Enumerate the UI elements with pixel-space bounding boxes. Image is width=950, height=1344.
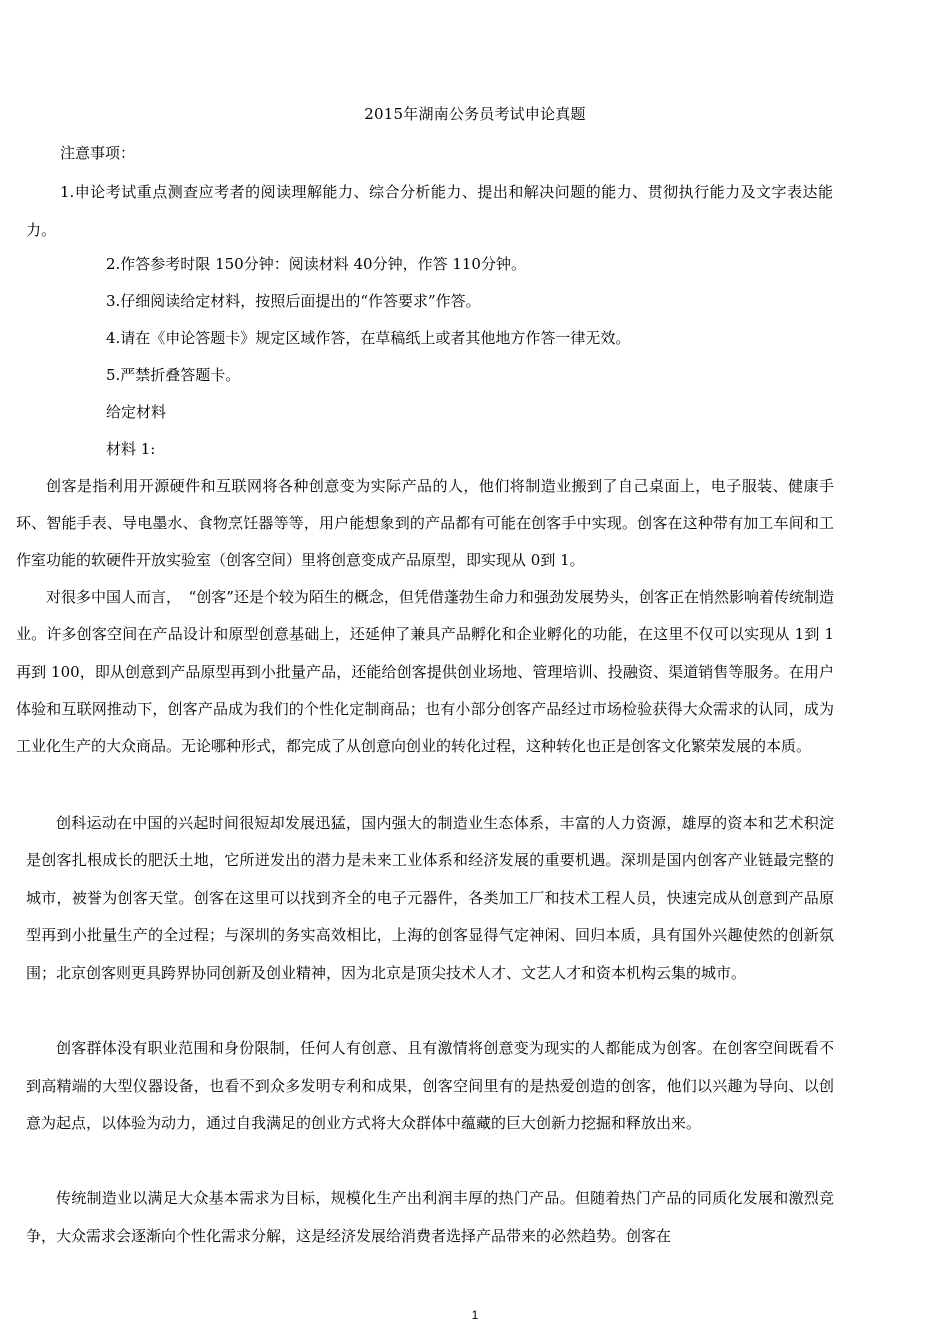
page-number: 1 [471, 1308, 479, 1322]
notice-item-4: 4.请在《申论答题卡》规定区域作答，在草稿纸上或者其他地方作答一律无效。 [106, 329, 631, 347]
document-title: 2015年湖南公务员考试申论真题 [364, 105, 586, 123]
notice-item-1: 1.申论考试重点测查应考者的阅读理解能力、综合分析能力、提出和解决问题的能力、贯彻执行能力及文字表达能力。 [26, 183, 833, 239]
material-1-label: 材料 1: [106, 440, 156, 458]
material-paragraph-2: 对很多中国人而言， “创客”还是个较为陌生的概念，但凭借蓬勃生命力和强劲发展势头，创客正在悄然影响着传统制造业。许多创客空间在产品设计和原型创意基础上，还延伸了兼具产品孵化和企业孵化的功能，在这里不仅可以实现从 1到 1再到 100，即从创意到产品原型再到小批量产品，还能给创客提供创业场地、管理培训、投融资、渠道销售等服务。在用户体验和互联网推动下，创客产品成为我们的个性化定制商品；也有小部分创客产品经过市场检验获得大众需求的认同，成为工业化生产的大众商品。无论哪种形式，都完成了从创意向创业的转化过程，这种转化也正是创客文化繁荣发展的本质。 [16, 588, 834, 756]
material-paragraph-5: 传统制造业以满足大众基本需求为目标，规模化生产出利润丰厚的热门产品。但随着热门产品的同质化发展和激烈竞争，大众需求会逐渐向个性化需求分解，这是经济发展给消费者选择产品带来的必然趋势。创客在 [26, 1189, 834, 1245]
notice-item-5: 5.严禁折叠答题卡。 [106, 366, 241, 384]
material-paragraph-1: 创客是指利用开源硬件和互联网将各种创意变为实际产品的人，他们将制造业搬到了自己桌面上，电子服装、健康手环、智能手表、导电墨水、食物烹饪器等等，用户能想象到的产品都有可能在创客手中实现。创客在这种带有加工车间和工作室功能的软硬件开放实验室（创客空间）里将创意变成产品原型，即实现从 0到 1。 [16, 477, 834, 569]
notice-item-2: 2.作答参考时限 150分钟：阅读材料 40分钟，作答 110分钟。 [106, 255, 526, 273]
notice-heading: 注意事项： [60, 144, 136, 162]
material-paragraph-4: 创客群体没有职业范围和身份限制，任何人有创意、且有激情将创意变为现实的人都能成为创客。在创客空间既看不到高精端的大型仪器设备，也看不到众多发明专利和成果，创客空间里有的是热爱创造的创客，他们以兴趣为导向、以创意为起点，以体验为动力，通过自我满足的创业方式将大众群体中蕴藏的巨大创新力挖掘和释放出来。 [26, 1039, 834, 1132]
notice-item-3: 3.仔细阅读给定材料，按照后面提出的“作答要求”作答。 [106, 292, 481, 310]
material-paragraph-3: 创科运动在中国的兴起时间很短却发展迅猛，国内强大的制造业生态体系，丰富的人力资源，雄厚的资本和艺术积淀是创客扎根成长的肥沃土地，它所迸发出的潜力是未来工业体系和经济发展的重要机遇。深圳是国内创客产业链最完整的城市，被誉为创客天堂。创客在这里可以找到齐全的电子元器件，各类加工厂和技术工程人员，快速完成从创意到产品原型再到小批量生产的全过程；与深圳的务实高效相比，上海的创客显得气定神闲、回归本质，具有国外兴趣使然的创新氛围；北京创客则更具跨界协同创新及创业精神，因为北京是顶尖技术人才、文艺人才和资本机构云集的城市。 [26, 814, 834, 982]
materials-heading: 给定材料 [106, 403, 167, 421]
